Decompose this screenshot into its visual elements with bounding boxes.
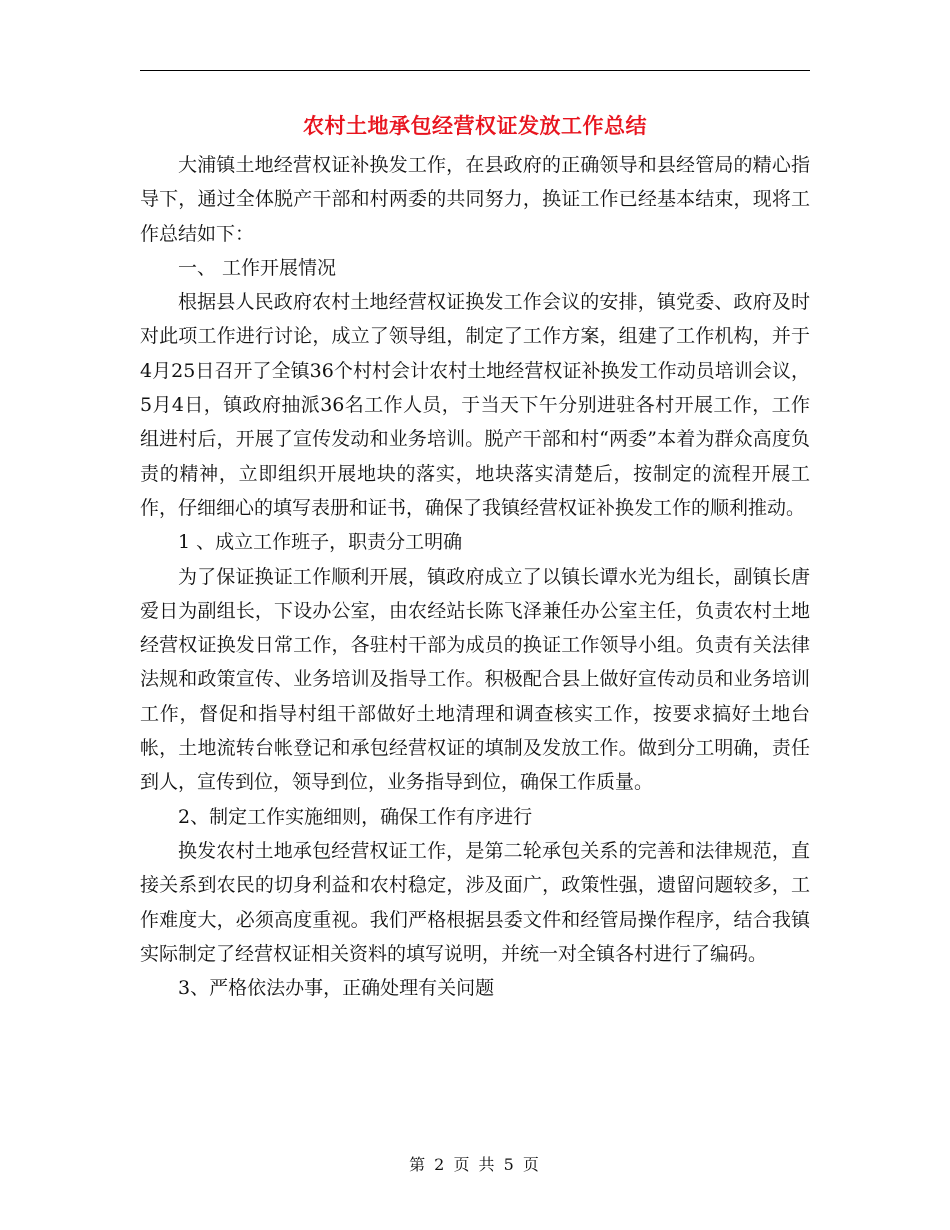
document-title: 农村土地承包经营权证发放工作总结 bbox=[303, 114, 647, 138]
subsection-heading: 1 、成立工作班子，职责分工明确 bbox=[178, 531, 463, 554]
document-body bbox=[140, 148, 810, 1005]
intro-paragraph: 大浦镇土地经营权证补换发工作，在县政府的正确领导和县经管局的精心指导下，通过全体脱产干部和村两委的共同努力，换证工作已经基本结束，现将工作总结如下： bbox=[140, 154, 810, 245]
page-number-footer: 第 2 页 共 5 页 bbox=[409, 1155, 541, 1174]
header-rule bbox=[140, 70, 810, 71]
body-paragraph: 换发农村土地承包经营权证工作，是第二轮承包关系的完善和法律规范，直接关系到农民的切身利益和农村稳定，涉及面广，政策性强，遗留问题较多，工作难度大，必须高度重视。我们严格根据县委文件和经管局操作程序，结合我镇实际制定了经营权证相关资料的填写说明，并统一对全镇各村进行了编码。 bbox=[140, 839, 810, 965]
body-paragraph: 为了保证换证工作顺利开展，镇政府成立了以镇长谭水光为组长，副镇长唐爱日为副组长，下设办公室，由农经站长陈飞泽兼任办公室主任，负责农村土地经营权证换发日常工作，各驻村干部为成员的换证工作领导小组。负责有关法律法规和政策宣传、业务培训及指导工作。积极配合县上做好宣传动员和业务培训工作，督促和指导村组干部做好土地清理和调查核实工作，按要求搞好土地台帐，土地流转台帐登记和承包经营权证的填制及发放工作。做到分工明确，责任到人，宣传到位，领导到位，业务指导到位，确保工作质量。 bbox=[140, 565, 810, 794]
subsection-heading: 2、制定工作实施细则，确保工作有序进行 bbox=[178, 805, 533, 828]
section-heading: 一、 工作开展情况 bbox=[178, 256, 337, 279]
body-paragraph: 根据县人民政府农村土地经营权证换发工作会议的安排，镇党委、政府及时对此项工作进行讨论，成立了领导组，制定了工作方案，组建了工作机构，并于4月25日召开了全镇36个村村会计农村土地经营权证补换发工作动员培训会议，5月4日，镇政府抽派36名工作人员，于当天下午分别进驻各村开展工作，工作组进村后，开展了宣传发动和业务培训。脱产干部和村“两委”本着为群众高度负责的精神，立即组织开展地块的落实，地块落实清楚后，按制定的流程开展工作，仔细细心的填写表册和证书，确保了我镇经营权证补换发工作的顺利推动。 bbox=[140, 291, 810, 519]
subsection-heading: 3、严格依法办事，正确处理有关问题 bbox=[178, 977, 495, 1000]
